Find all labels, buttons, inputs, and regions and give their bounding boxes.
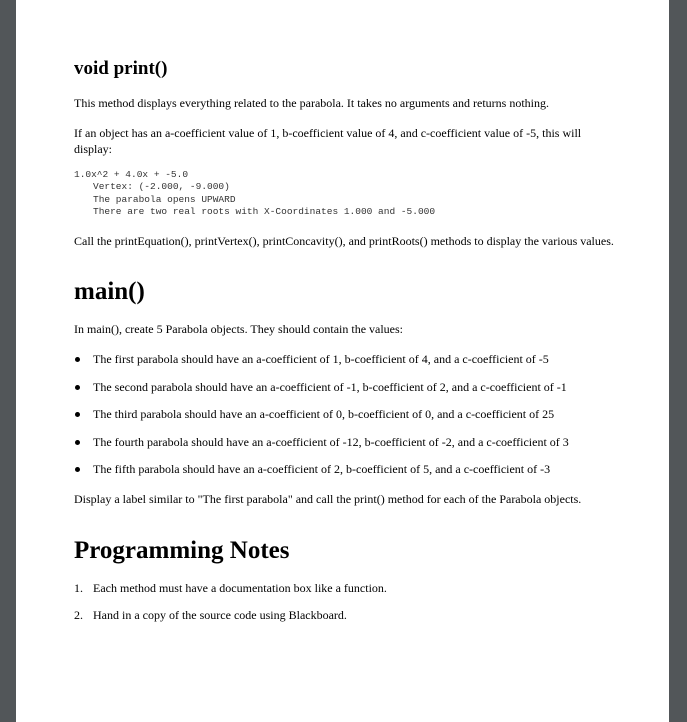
bullet-icon [75, 467, 80, 472]
list-item-text: The fourth parabola should have an a-coefficient of -12, b-coefficient of -2, and a c-coefficient of 3 [93, 435, 569, 449]
item-number: 2. [74, 608, 83, 622]
print-call-note: Call the printEquation(), printVertex(), printConcavity(), and printRoots() methods to display the various values. [74, 234, 614, 248]
code-line: There are two real roots with X-Coordinates 1.000 and -5.000 [93, 205, 436, 217]
sample-output-block [74, 169, 435, 218]
print-description: This method displays everything related to the parabola. It takes no arguments and returns nothing. [74, 96, 549, 110]
viewer-background [669, 0, 687, 722]
list-item-text: The second parabola should have an a-coefficient of -1, b-coefficient of 2, and a c-coefficient of -1 [93, 380, 567, 394]
bullet-icon [75, 357, 80, 362]
print-method-heading: void print() [74, 58, 168, 79]
code-line: Vertex: (-2.000, -9.000) [93, 181, 230, 193]
bullet-icon [75, 440, 80, 445]
print-example-intro: If an object has an a-coefficient value of 1, b-coefficient value of 4, and c-coefficient value of -5, this will display: [74, 126, 582, 156]
main-heading: main() [74, 278, 145, 305]
main-outro: Display a label similar to "The first parabola" and call the print() method for each of the Parabola objects. [74, 492, 582, 506]
item-number: 1. [74, 581, 83, 595]
main-intro: In main(), create 5 Parabola objects. They should contain the values: [74, 322, 404, 336]
bullet-icon [75, 385, 80, 390]
numbered-item-text: Hand in a copy of the source code using Blackboard. [93, 608, 347, 622]
code-line: 1.0x^2 + 4.0x + -5.0 [74, 169, 189, 180]
list-item-text: The third parabola should have an a-coefficient of 0, b-coefficient of 0, and a c-coefficient of 25 [93, 407, 555, 421]
code-line: The parabola opens UPWARD [93, 193, 236, 205]
document-page [16, 0, 669, 722]
list-item-text: The fifth parabola should have an a-coefficient of 2, b-coefficient of 5, and a c-coefficient of -3 [93, 462, 551, 476]
numbered-item-text: Each method must have a documentation box like a function. [93, 581, 387, 595]
list-item-text: The first parabola should have an a-coefficient of 1, b-coefficient of 4, and a c-coefficient of -5 [93, 352, 549, 366]
programming-notes-heading: Programming Notes [74, 537, 290, 564]
bullet-icon [75, 412, 80, 417]
